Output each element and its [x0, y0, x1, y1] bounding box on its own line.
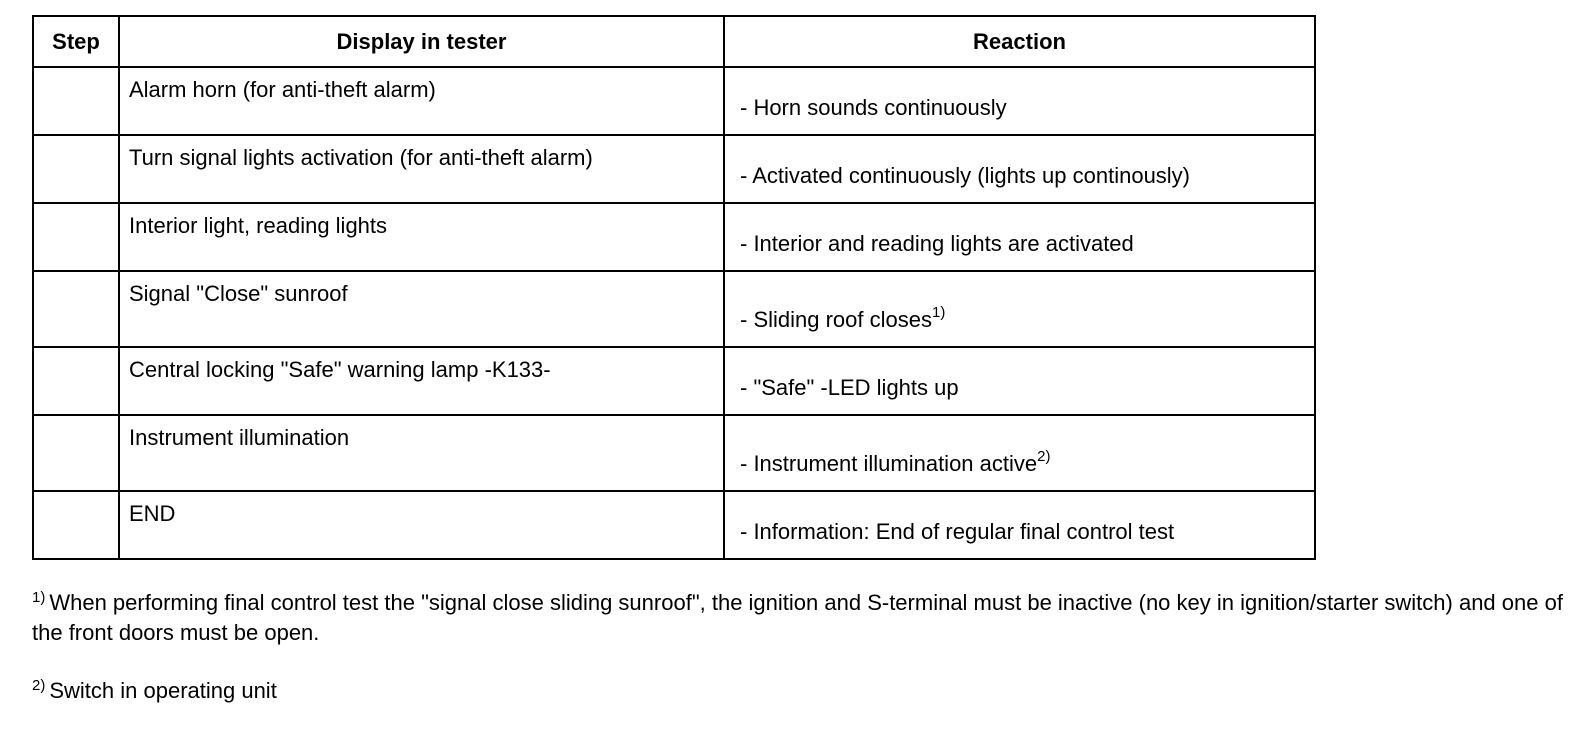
display-cell	[119, 203, 724, 271]
footnote-text: Switch in operating unit	[49, 678, 277, 703]
display-text: END	[129, 501, 176, 526]
display-text: Instrument illumination	[129, 425, 350, 450]
reaction-text: - Interior and reading lights are activated	[740, 231, 1134, 256]
display-text: Signal "Close" sunroof	[129, 281, 348, 306]
footnote	[32, 676, 1572, 706]
reaction-cell	[724, 491, 1315, 559]
header-step: Step	[33, 16, 119, 67]
table-row	[33, 135, 1315, 203]
step-cell	[33, 67, 119, 135]
footnote-text: When performing final control test the "signal close sliding sunroof", the ignition and S-terminal must be inactive (no key in ignition/starter switch) and one of the front doors must be open.	[32, 590, 1563, 645]
reaction-text: - Horn sounds continuously	[740, 95, 1007, 120]
display-text: Turn signal lights activation (for anti-theft alarm)	[129, 145, 593, 170]
footnotes-section	[32, 588, 1572, 706]
step-cell	[33, 271, 119, 347]
table-row	[33, 347, 1315, 415]
table-header-row	[33, 16, 1315, 67]
step-cell	[33, 347, 119, 415]
table-row	[33, 491, 1315, 559]
reaction-text: - Instrument illumination active	[740, 451, 1038, 476]
display-cell	[119, 271, 724, 347]
reaction-cell	[724, 203, 1315, 271]
display-cell	[119, 415, 724, 491]
reaction-cell	[724, 347, 1315, 415]
table-row	[33, 415, 1315, 491]
reaction-text: - "Safe" -LED lights up	[740, 375, 959, 400]
table-row	[33, 203, 1315, 271]
reaction-text: - Information: End of regular final control test	[740, 519, 1175, 544]
display-text: Central locking "Safe" warning lamp -K133-	[129, 357, 551, 382]
reaction-cell	[724, 271, 1315, 347]
step-cell	[33, 135, 119, 203]
reaction-cell	[724, 135, 1315, 203]
display-cell	[119, 135, 724, 203]
reaction-cell	[724, 415, 1315, 491]
step-cell	[33, 415, 119, 491]
control-test-table	[32, 15, 1316, 560]
display-cell	[119, 347, 724, 415]
table-row	[33, 67, 1315, 135]
display-cell	[119, 67, 724, 135]
reaction-footnote-ref: 2)	[1037, 447, 1051, 465]
reaction-footnote-ref: 1)	[931, 303, 946, 321]
header-display: Display in tester	[119, 16, 724, 67]
reaction-text: - Activated continuously (lights up continously)	[740, 163, 1191, 188]
footnote-mark: 2)	[32, 676, 46, 694]
reaction-text: - Sliding roof closes	[740, 307, 932, 332]
reaction-cell	[724, 67, 1315, 135]
step-cell	[33, 491, 119, 559]
footnote	[32, 588, 1572, 648]
display-text: Interior light, reading lights	[129, 213, 388, 238]
display-cell	[119, 491, 724, 559]
table-row	[33, 271, 1315, 347]
step-cell	[33, 203, 119, 271]
header-reaction: Reaction	[724, 16, 1315, 67]
footnote-mark: 1)	[32, 588, 46, 606]
display-text: Alarm horn (for anti-theft alarm)	[129, 77, 436, 102]
